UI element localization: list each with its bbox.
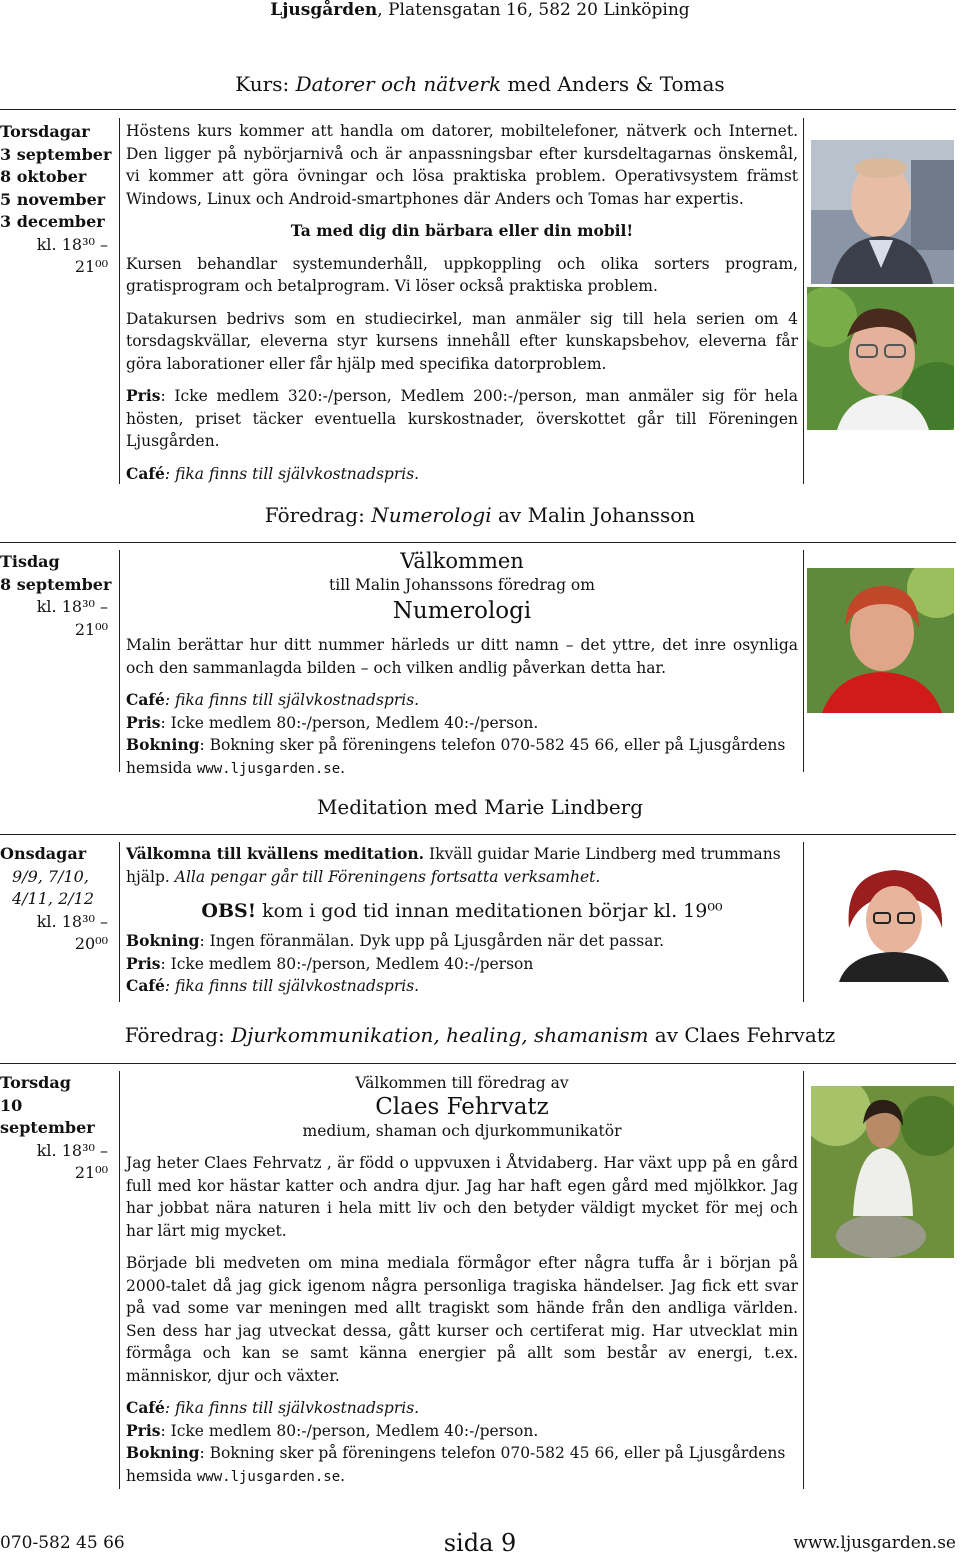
kurs-price: Pris: Icke medlem 320:-/person, Medlem 200:-/person, man anmäler sig för hela hösten, priset täcker eventuella kurskostnader, överskottet går till Föreningen Ljusgården.	[126, 386, 798, 450]
photo-tomas	[807, 287, 954, 430]
kurs-cafe: Café: fika finns till självkostnadspris.	[126, 463, 420, 483]
date-column-rule	[119, 1071, 120, 1489]
claes-title: Föredrag: Djurkommunikation, healing, shamanism av Claes Fehrvatz	[124, 1023, 836, 1047]
org-name: Ljusgården	[270, 0, 378, 20]
numerologi-dates: Tisdag 8 september kl. 18³⁰ – 21⁰⁰	[0, 552, 112, 639]
photo-anders	[811, 140, 954, 284]
website-link[interactable]: www.ljusgarden.se	[196, 760, 341, 777]
divider	[0, 109, 956, 110]
divider	[0, 542, 956, 543]
website-link[interactable]: www.ljusgarden.se	[196, 1468, 341, 1485]
kurs-intro: Höstens kurs kommer att handla om datorer, mobiltelefoner, nätverk och Internet. Den ligger på nybörjarnivå och är anpassningsbar efter kursdeltagarnas önskemål, vi kommer att göra övningar och lösa praktiska problem. Operativsystem främst Windows, Linux och Android-smartphones där Anders och Tomas har expertis.	[126, 122, 798, 208]
text-column-rule	[803, 1071, 804, 1489]
date-column-rule	[119, 550, 120, 772]
footer-phone: 070-582 45 66	[0, 1533, 125, 1553]
photo-claes	[811, 1086, 954, 1258]
photo-malin	[807, 568, 954, 713]
photo-marie	[834, 858, 954, 982]
date-column-rule	[119, 842, 120, 1002]
date-column-rule	[119, 118, 120, 484]
meditation-body: Välkomna till kvällens meditation. Ikväll guidar Marie Lindberg med trummans hjälp. Alla pengar går till Föreningens fortsatta verksamhet. OBS! kom i god tid innan meditationen börjar kl. 19⁰⁰ Bokning: Ingen föranmälan. Dyk upp på Ljusgården när det passar. Pris: Icke medlem 80:-/person, Medlem 40:-/person Café: fika finns till självkostnadspris.	[126, 843, 798, 998]
meditation-dates: Onsdagar 9/9, 7/10, 4/11, 2/12 kl. 18³⁰ – 20⁰⁰	[0, 844, 108, 953]
kurs-title: Kurs: Datorer och nätverk med Anders & Tomas	[235, 72, 725, 96]
divider	[0, 1063, 956, 1064]
footer-url[interactable]: www.ljusgarden.se	[793, 1533, 956, 1553]
numerologi-title: Föredrag: Numerologi av Malin Johansson	[264, 503, 696, 527]
claes-body: Välkommen till föredrag av Claes Fehrvatz medium, shaman och djurkommunikatör Jag heter Claes Fehrvatz , är född o uppvuxen i Åtvidaberg. Har växt upp på en gård full med kor hästar katter och andra djur. Jag har haft egen gård med mjölkkor. Jag har jobbat nära naturen i hela mitt liv och den betyder väldigt mycket för mej och har lärt mig mycket. Började bli medveten om mina mediala förmågor efter några tuffa år i början på 2000-talet då jag gick igenom några personliga tragiska händelser. Jag fick ett svar på vad some var meningen med allt tragiskt som hände från den andliga världen. Sen dess har jag utveckat dessa, gått kurser och certiferat mig. Har utvecklat min förmåga och kan se samt känna energier på allt som består av energi, t.ex. människor, djur och växter. Café: fika finns till självkostnadspris. Pris: Icke medlem 80:-/person, Medlem 40:-/person. Bokning: Bokning sker på föreningens telefon 070-582 45 66, eller på Ljusgårdens hemsida www.ljusgarden.se.	[126, 1074, 798, 1485]
text-column-rule	[803, 842, 804, 1002]
kurs-topics: Kursen behandlar systemunderhåll, uppkoppling och olika sorters program, gratisprogram och betalprogram. Vi löser också praktiska problem.	[126, 254, 798, 295]
page-header	[0, 0, 960, 20]
numerologi-body: Välkommen till Malin Johanssons föredrag om Numerologi Malin berättar hur ditt nummer härleds ur ditt namn – det yttre, det inre osynliga och den sammanlagda bilden – och vilken andlig påverkan detta har. Café: fika finns till självkostnadspris. Pris: Icke medlem 80:-/person, Medlem 40:-/person. Bokning: Bokning sker på föreningens telefon 070-582 45 66, eller på Ljusgårdens hemsida www.ljusgarden.se.	[126, 549, 798, 777]
claes-dates: Torsdag 10 september kl. 18³⁰ – 21⁰⁰	[0, 1073, 108, 1182]
divider	[0, 834, 956, 835]
kurs-dates: Torsdagar 3 september 8 oktober 5 november 3 december kl. 18³⁰ – 21⁰⁰	[0, 122, 112, 276]
kurs-format: Datakursen bedrivs som en studiecirkel, man anmäler sig till hela serien om 4 torsdagskvällar, eleverna styr kursens innehåll efter kunskapsbehov, eleverna får göra laborationer eller får hjälp med specifika datorproblem.	[126, 309, 798, 373]
kurs-body	[126, 120, 798, 495]
text-column-rule	[803, 550, 804, 772]
page-number: sida 9	[443, 1529, 517, 1557]
org-address: , Platensgatan 16, 582 20 Linköping	[377, 0, 690, 20]
meditation-title: Meditation med Marie Lindberg	[316, 795, 644, 819]
meditation-obs: OBS! kom i god tid innan meditationen börjar kl. 19⁰⁰	[201, 900, 723, 922]
kurs-bring: Ta med dig din bärbara eller din mobil!	[290, 221, 634, 240]
text-column-rule	[803, 118, 804, 484]
